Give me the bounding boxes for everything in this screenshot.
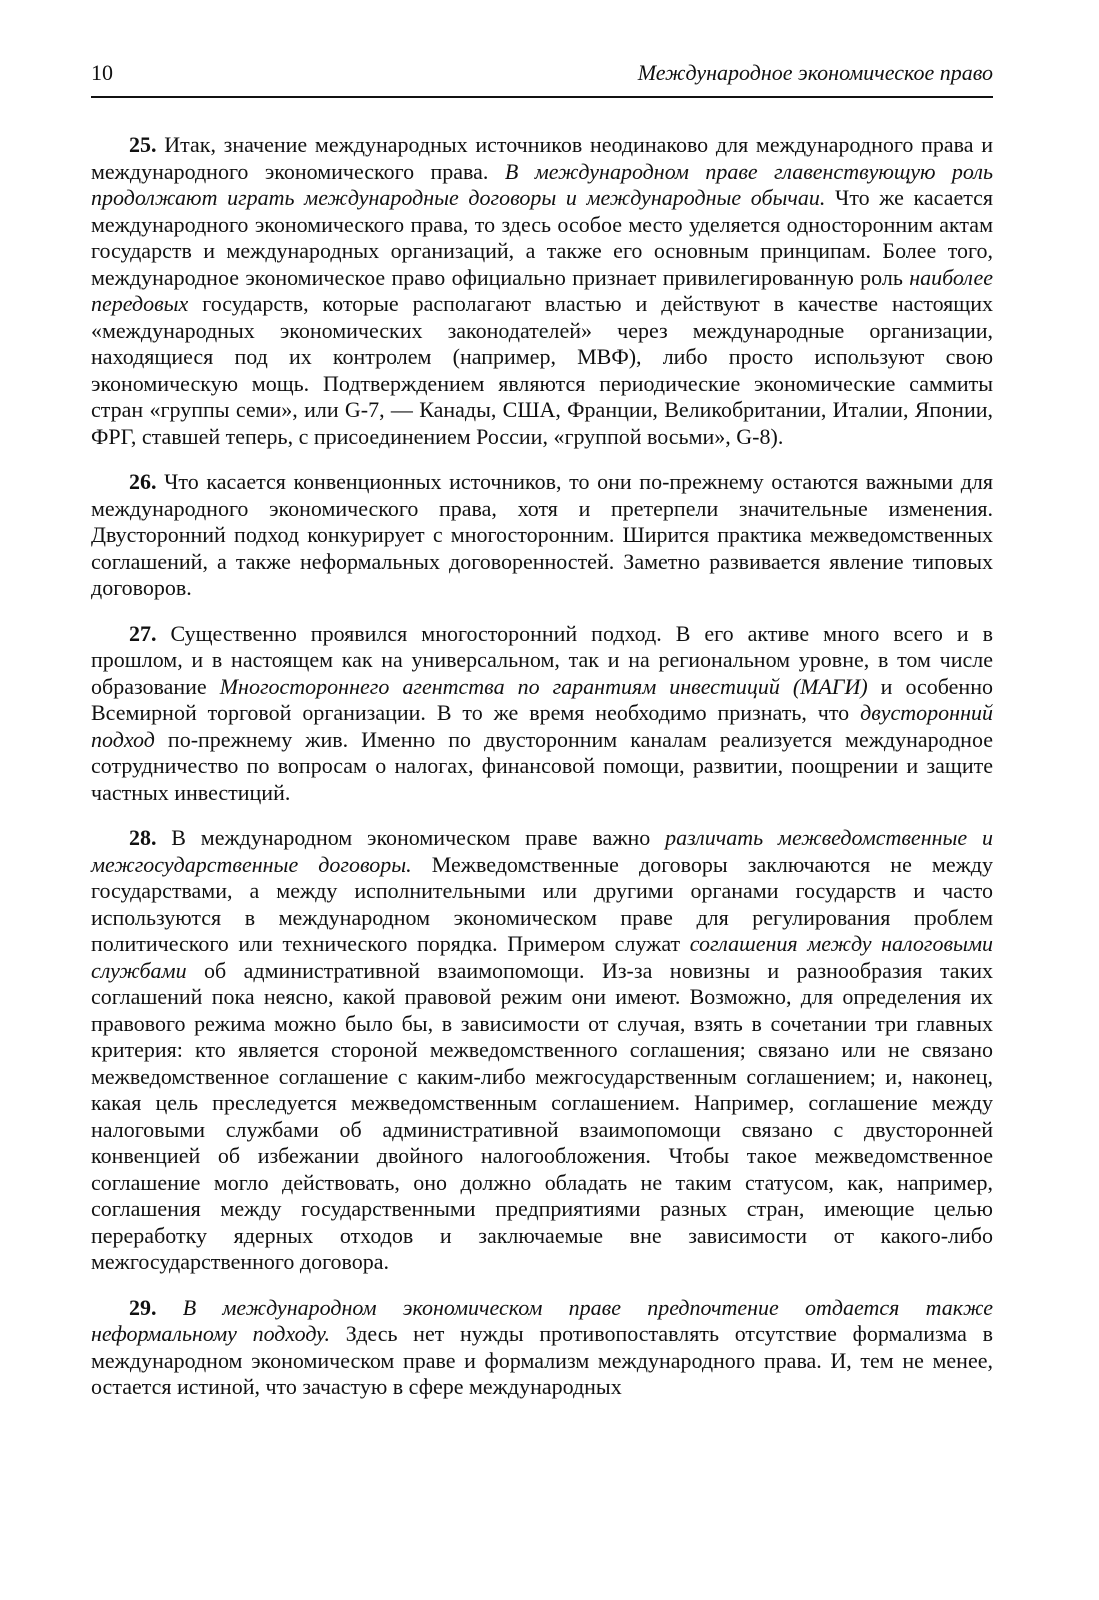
italic-segment: соглашения между налоговыми службами (91, 931, 993, 983)
italic-segment: Многостороннего агентства по гарантиям инвестиций (МАГИ) (219, 673, 868, 699)
paragraph-number: 26. (129, 469, 157, 494)
paragraph-25 (91, 132, 993, 450)
text-segment: Межведомственные договоры заключаются не между государствами, а между исполнительными или другими органами государств и часто используются в международном экономическом праве для регулирования проблем политического или технического порядка. Примером служат (91, 851, 994, 956)
paragraph-26 (91, 469, 993, 602)
italic-segment: В международном экономическом праве предпочтение отдается также неформальному подходу. (91, 1294, 993, 1346)
text-segment: об административной взаимопомощи. Из-за новизны и разнообразия таких соглашений пока неясно, какой правовой режим они имеют. Возможно, для определения их правового режима можно было бы, в зависимости от случая, взять в сочетании три главных критерия: кто является стороной межведомственного соглашения; связано или не связано межведомственное соглашение с каким-либо межгосударственным соглашением; и, наконец, какая цель преследуется межведомственным соглашением. Например, соглашение между налоговыми службами об административной взаимопомощи связано с двусторонней конвенцией об избежании двойного налогообложения. Чтобы такое межведомственное соглашение могло действовать, оно должно обладать не таким статусом, как, например, соглашения между государственными предприятиями разных стран, имеющие целью переработку ядерных отходов и заключаемые вне зависимости от какого-либо межгосударственного договора. (91, 957, 993, 1274)
text-segment: Что касается конвенционных источников, то они по-прежнему остаются важными для международного экономического права, хотя и претерпели значительные изменения. Двусторонний подход конкурирует с многосторонним. Ширится практика межведомственных соглашений, а также неформальных договоренностей. Заметно развивается явление типовых договоров. (91, 469, 993, 600)
text-segment: государств, которые располагают властью и действуют в качестве настоящих «международных экономических законодателей» через международные организации, находящиеся под их контролем (например, МВФ), либо просто используют свою экономическую мощь. Подтверждением являются периодические экономические саммиты стран «группы семи», или G-7, — Канады, США, Франции, Великобритании, Италии, Японии, ФРГ, ставшей теперь, с присоединением России, «группой восьми», G-8). (91, 291, 993, 449)
italic-segment: различать межведомственные и межгосударственные договоры. (91, 825, 993, 877)
paragraph-number: 27. (129, 620, 157, 646)
text-segment: Что же касается международного экономического права, то здесь особое место уделяется односторонним актам государств и международных организаций, а также его основным принципам. Более того, международное экономическое право официально признает привилегированную роль (91, 185, 994, 290)
body-text (91, 132, 993, 1401)
text-segment: и особенно Всемирной торговой организации. В то же время необходимо признать, что (91, 673, 993, 725)
italic-segment: двусторонний подход (91, 700, 993, 752)
book-page (91, 60, 993, 1420)
italic-segment: В международном праве главенствующую роль продолжают играть международные договоры и международные обычаи. (91, 158, 993, 210)
text-segment: В международном экономическом праве важно (156, 825, 666, 850)
italic-segment: наиболее передовых (91, 264, 993, 316)
paragraph-number: 28. (129, 825, 157, 850)
running-title: Международное экономическое право (637, 60, 993, 85)
text-segment: по-прежнему жив. Именно по двусторонним каналам реализуется международное сотрудничество по вопросам о налогах, финансовой помощи, развитии, поощрении и защите частных инвестиций. (91, 726, 993, 805)
text-segment: Итак, значение международных источников неодинаково для международного права и международного экономического права. (91, 132, 993, 184)
text-segment (157, 1295, 183, 1320)
running-header (91, 60, 993, 98)
text-segment: Здесь нет нужды противопоставлять отсутствие формализма в международном экономическом праве и формализм международного права. И, тем не менее, остается истиной, что зачастую в сфере международных (91, 1321, 993, 1399)
paragraph-number: 29. (129, 1294, 157, 1320)
text-segment: Существенно проявился многосторонний подход. В его активе много всего и в прошлом, и в настоящем как на универсальном, так и на региональном уровне, в том числе образование (91, 620, 993, 699)
paragraph-29 (91, 1295, 993, 1401)
page-number: 10 (91, 60, 113, 85)
paragraph-27 (91, 621, 993, 807)
paragraph-number: 25. (129, 132, 157, 157)
paragraph-28 (91, 825, 993, 1276)
